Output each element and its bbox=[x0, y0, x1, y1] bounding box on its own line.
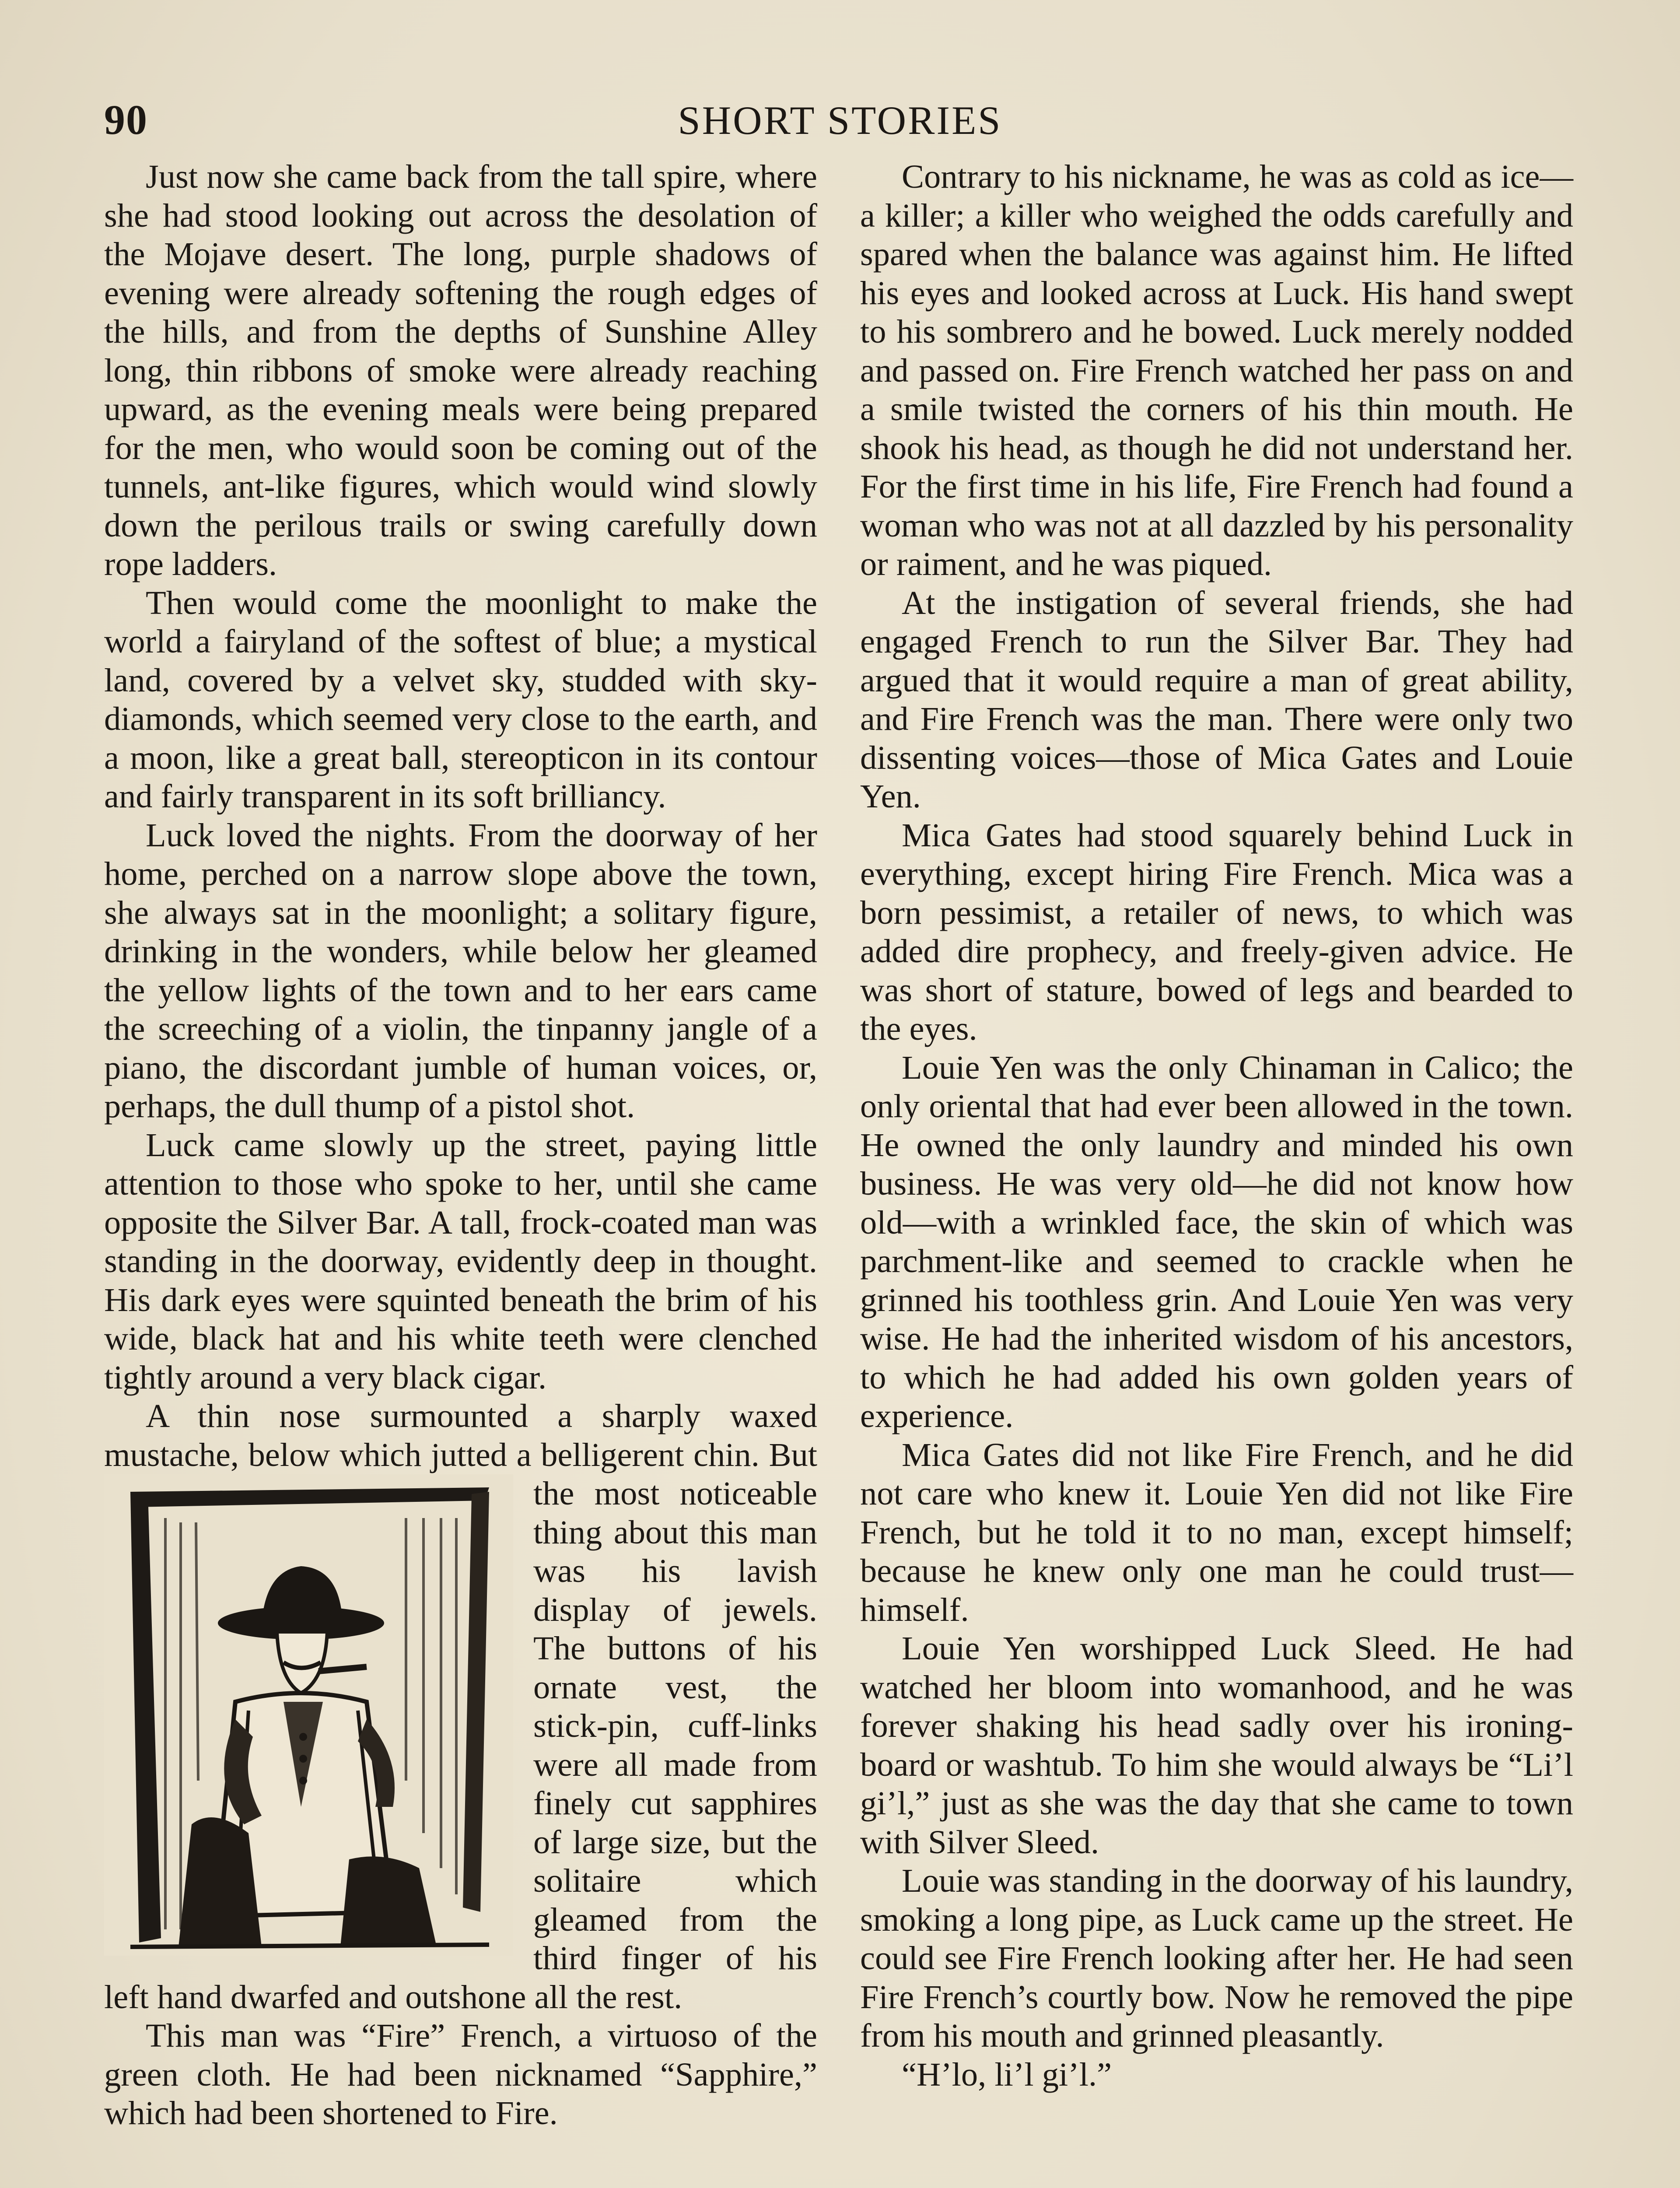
paragraph bbox=[104, 1397, 817, 2016]
paragraph-tail: chin. But the most noticeable thing about this man was his lavish display of jewels. The buttons of his ornate vest, the stick-pin, cuff-links were all made from finely cut sapphires of large size, but the solitaire which gleamed from the third finger of his left hand dwarfed and outshone all the rest. bbox=[104, 1436, 817, 2016]
right-column bbox=[860, 158, 1573, 2094]
gambler-drawing-icon bbox=[104, 1474, 513, 1956]
paragraph: Louie Yen was the only Chinaman in Calico; the only oriental that had ever been allowed in the town. He owned the only laundry and minded his own business. He was very old—he did not know how old—with a wrinkled face, the skin of which was parchment-like and seemed to crackle when he grinned his toothless grin. And Louie Yen was very wise. He had the inherited wisdom of his ancestors, to which he had added his own golden years of experience. bbox=[860, 1048, 1573, 1434]
paragraph: Mica Gates had stood squarely behind Luck in everything, except hiring Fire French. Mica was a born pessimist, a retailer of news, to which was added dire prophecy, and freely-given advice. He was short of stature, bowed of legs and bearded to the eyes. bbox=[860, 816, 1573, 1047]
gambler-illustration bbox=[104, 1474, 513, 1956]
paragraph: At the instigation of several friends, she had engaged French to run the Silver Bar. They had argued that it would require a man of great ability, and Fire French was the man. There were only two dissenting voices—those of Mica Gates and Louie Yen. bbox=[860, 584, 1573, 815]
paragraph: Luck came slowly up the street, paying little attention to those who spoke to her, until she came opposite the Silver Bar. A tall, frock-coated man was standing in the doorway, evidently deep in thought. His dark eyes were squinted beneath the brim of his wide, black hat and his white teeth were clenched tightly around a very black cigar. bbox=[104, 1126, 817, 1396]
paragraph: This man was “Fire” French, a virtuoso of the green cloth. He had been nicknamed “Sapphire,” which had been shortened to Fire. bbox=[104, 2017, 817, 2132]
paragraph: “H’lo, li’l gi’l.” bbox=[902, 2055, 1112, 2093]
paragraph: Louie was standing in the doorway of his laundry, smoking a long pipe, as Luck came up the street. He could see Fire French looking after her. He had seen Fire French’s courtly bow. Now he removed the pipe from his mouth and grinned pleasantly. bbox=[860, 1862, 1573, 2054]
left-column bbox=[104, 158, 817, 2133]
paragraph: Mica Gates did not like Fire French, and he did not care who knew it. Louie Yen did not like Fire French, but he told it to no man, except himself; because he knew only one man he could trust—himself. bbox=[860, 1436, 1573, 1628]
paragraph: Then would come the moonlight to make the world a fairyland of the softest of blue; a mystical land, covered by a velvet sky, studded with sky-diamonds, which seemed very close to the earth, and a moon, like a great ball, stereopticon in its contour and fairly transparent in its soft brilliancy. bbox=[104, 584, 817, 815]
paragraph: Contrary to his nickname, he was as cold as ice—a killer; a killer who weighed the odds carefully and spared when the balance was against him. He lifted his eyes and looked across at Luck. His hand swept to his sombrero and he bowed. Luck merely nodded and passed on. Fire French watched her pass on and a smile twisted the corners of his thin mouth. He shook his head, as though he did not understand her. For the first time in his life, Fire French had found a woman who was not at all dazzled by his personality or raiment, and he was piqued. bbox=[860, 158, 1573, 582]
paragraph: Louie Yen worshipped Luck Sleed. He had watched her bloom into womanhood, and he was forever shaking his head sadly over his ironing-board or washtub. To him she would always be “Li’l gi’l,” just as she was the day that she came to town with Silver Sleed. bbox=[860, 1630, 1573, 1861]
paragraph: Luck loved the nights. From the doorway of her home, perched on a narrow slope above the town, she always sat in the moonlight; a solitary figure, drinking in the wonders, while below her gleamed the yellow lights of the town and to her ears came the screeching of a violin, the tinpanny jangle of a piano, the discordant jumble of human voices, or, perhaps, the dull thump of a pistol shot. bbox=[104, 816, 817, 1125]
page-number: 90 bbox=[104, 96, 148, 143]
paragraph-head: A thin nose surmounted a sharply waxed mustache, below which jutted a belligerent bbox=[104, 1397, 817, 1473]
running-title: SHORT STORIES bbox=[678, 98, 1002, 143]
paragraph: Just now she came back from the tall spire, where she had stood looking out across the desolation of the Mojave desert. The long, purple shadows of evening were already softening the rough edges of the hills, and from the depths of Sunshine Alley long, thin ribbons of smoke were already reaching upward, as the evening meals were being prepared for the men, who would soon be coming out of the tunnels, ant-like figures, which would wind slowly down the perilous trails or swing carefully down rope ladders. bbox=[104, 158, 817, 582]
